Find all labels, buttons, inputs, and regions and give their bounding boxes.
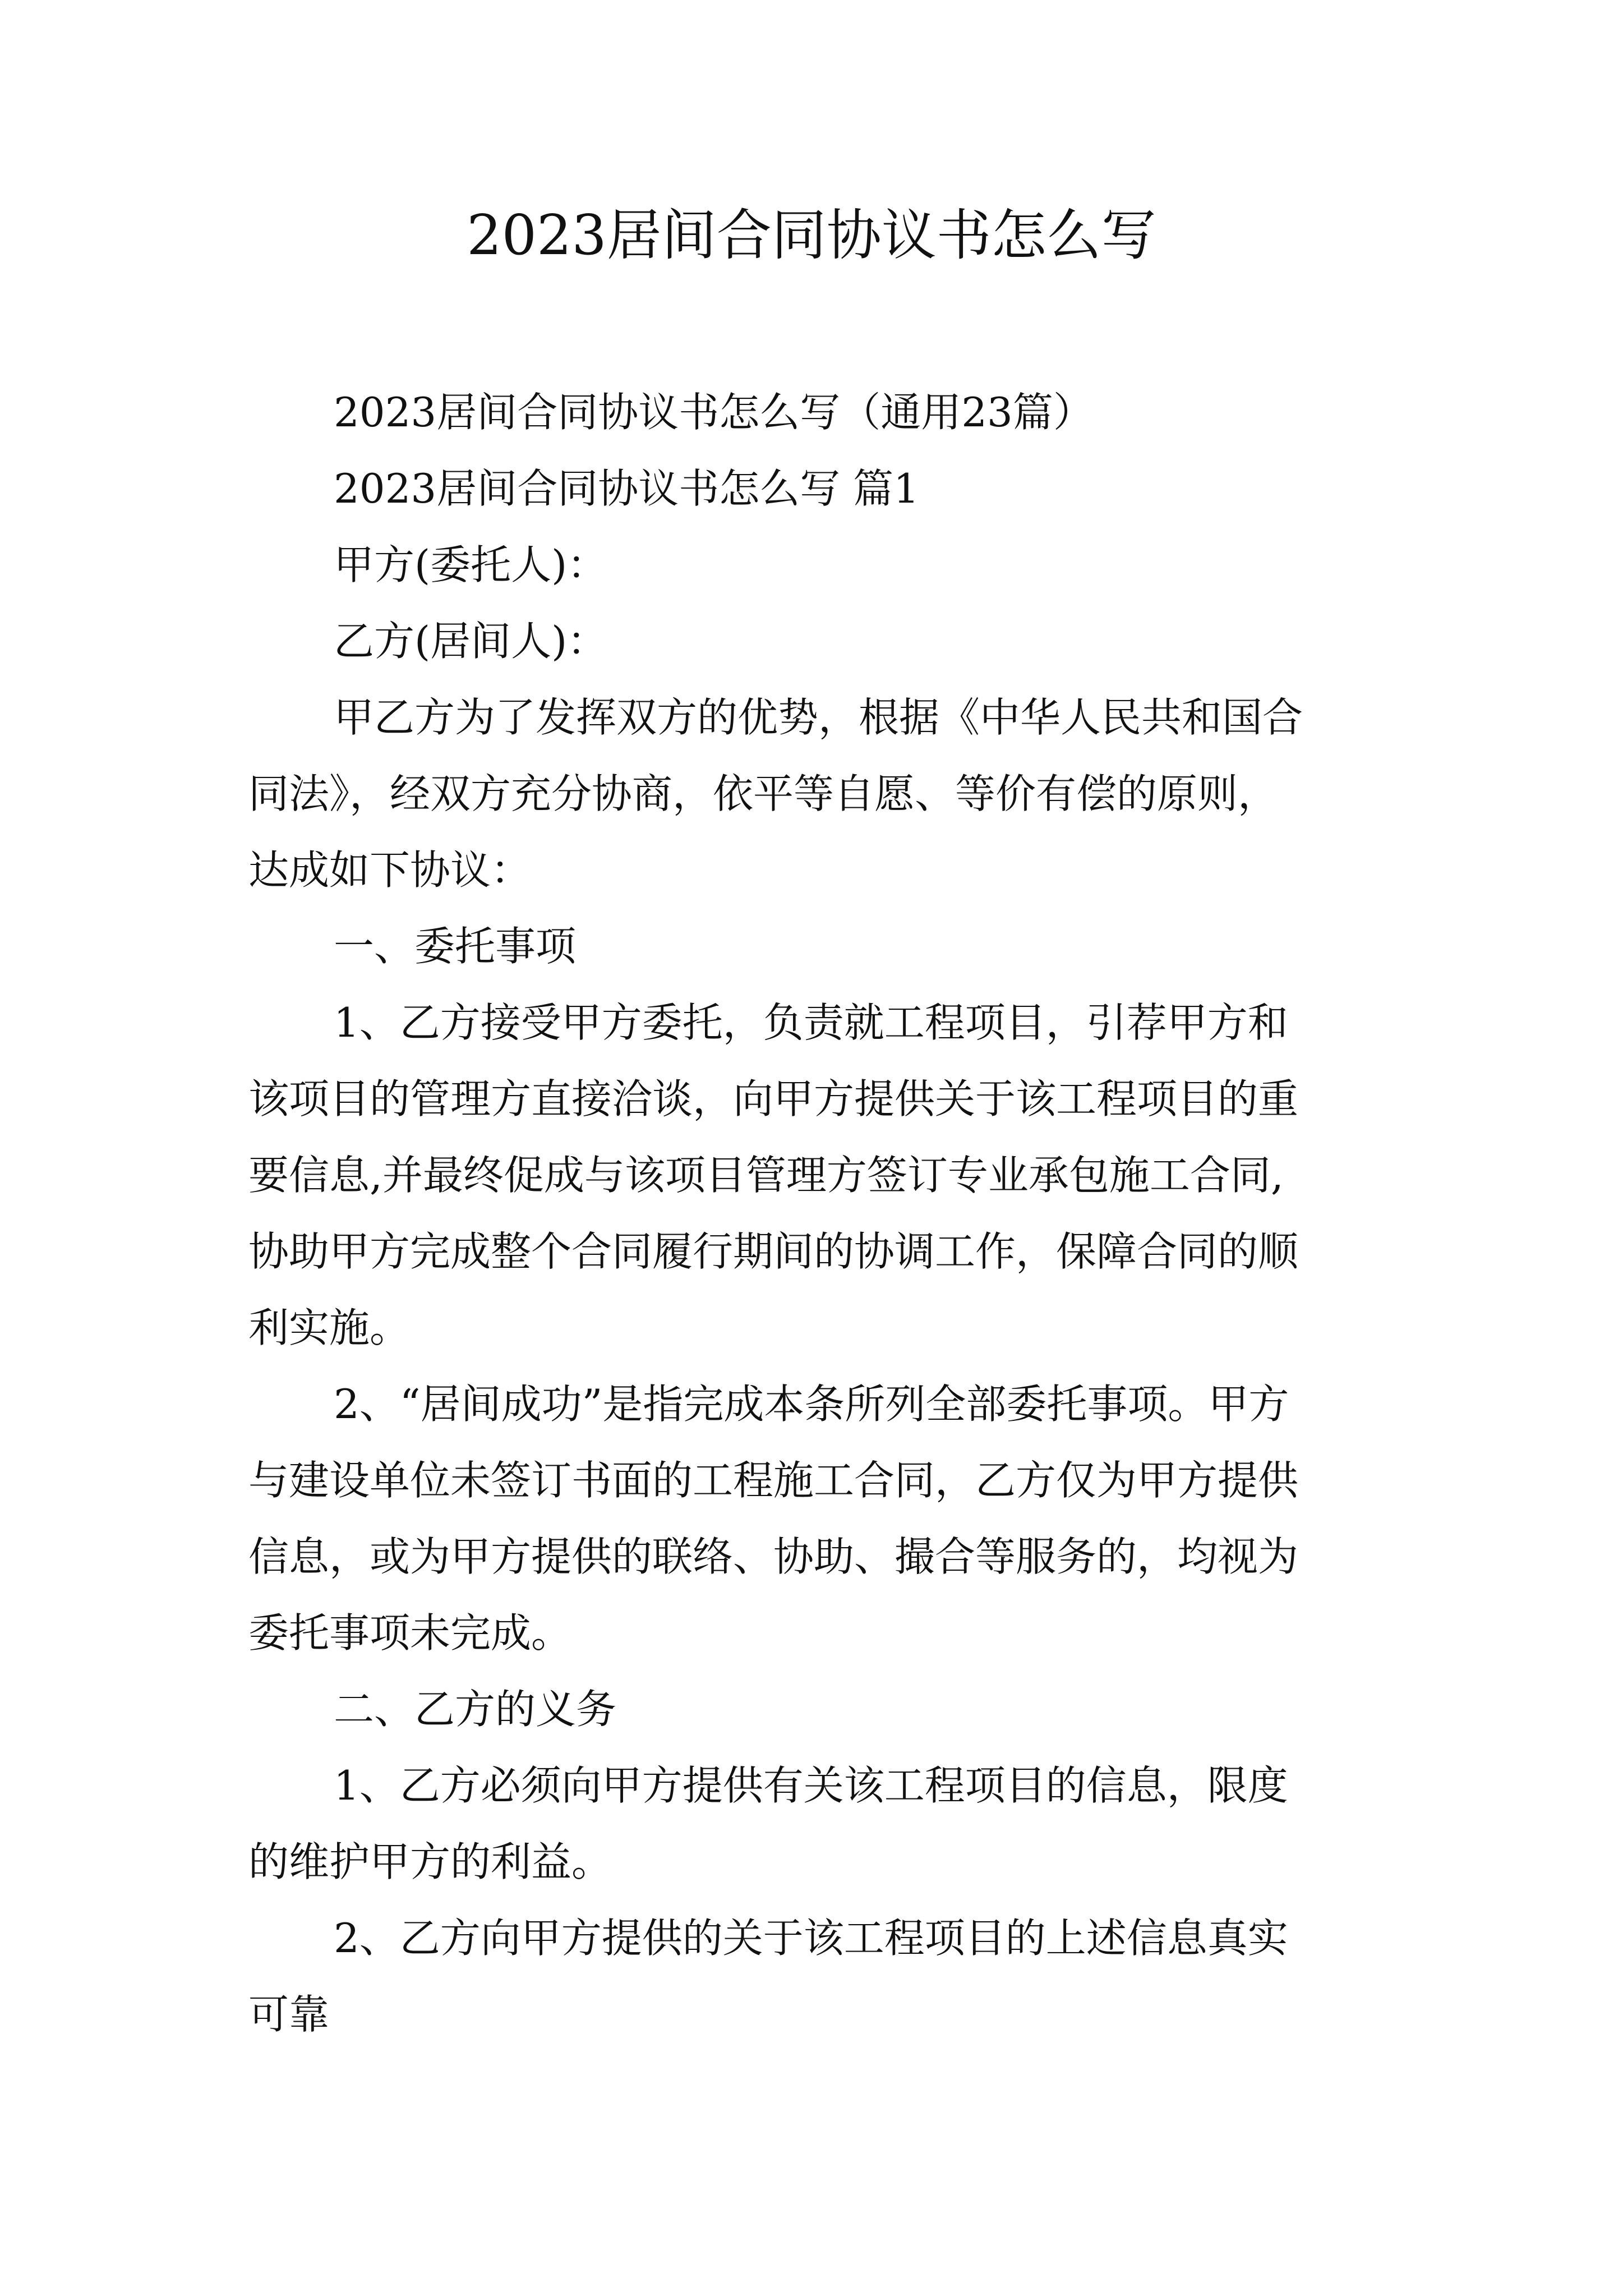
paragraph-line: 达成如下协议： xyxy=(248,846,532,894)
paragraph-line: 甲乙方为了发挥双方的优势，根据《中华人民共和国合 xyxy=(334,694,1303,741)
paragraph-line: 协助甲方完成整个合同履行期间的协调工作，保障合同的顺 xyxy=(248,1228,1299,1275)
paragraph-line: 可靠 xyxy=(248,1991,330,2038)
paragraph-line: 该项目的管理方直接洽谈，向甲方提供关于该工程项目的重 xyxy=(248,1075,1299,1122)
paragraph-line: 要信息,并最终促成与该项目管理方签订专业承包施工合同, xyxy=(248,1152,1284,1199)
paragraph-line: 2、乙方向甲方提供的关于该工程项目的上述信息真实 xyxy=(334,1915,1288,1962)
paragraph-line: 同法》，经双方充分协商，依平等自愿、等价有偿的原则， xyxy=(248,770,1279,817)
paragraph-line: 1、乙方必须向甲方提供有关该工程项目的信息，限度 xyxy=(334,1762,1288,1809)
section-heading-line: 2023居间合同协议书怎么写 篇1 xyxy=(334,465,919,512)
paragraph-line: 的维护甲方的利益。 xyxy=(248,1838,612,1885)
paragraph-line: 2、“居间成功”是指完成本条所列全部委托事项。甲方 xyxy=(334,1381,1289,1428)
paragraph-line: 委托事项未完成。 xyxy=(248,1609,572,1657)
paragraph-line: 与建设单位未签订书面的工程施工合同，乙方仅为甲方提供 xyxy=(248,1457,1299,1504)
paragraph-line: 信息，或为甲方提供的联络、协助、撮合等服务的，均视为 xyxy=(248,1533,1299,1580)
party-a-line: 甲方(委托人)： xyxy=(334,541,608,588)
party-b-line: 乙方(居间人)： xyxy=(334,618,608,665)
paragraph-line: 1、乙方接受甲方委托，负责就工程项目，引荐甲方和 xyxy=(334,999,1288,1046)
clause-heading-line: 二、乙方的义务 xyxy=(334,1686,617,1733)
document-title: 2023居间合同协议书怎么写 xyxy=(467,204,1156,268)
paragraph-line: 利实施。 xyxy=(248,1304,411,1351)
clause-heading-line: 一、委托事项 xyxy=(334,923,577,970)
subtitle-line: 2023居间合同协议书怎么写（通用23篇） xyxy=(334,389,1094,436)
